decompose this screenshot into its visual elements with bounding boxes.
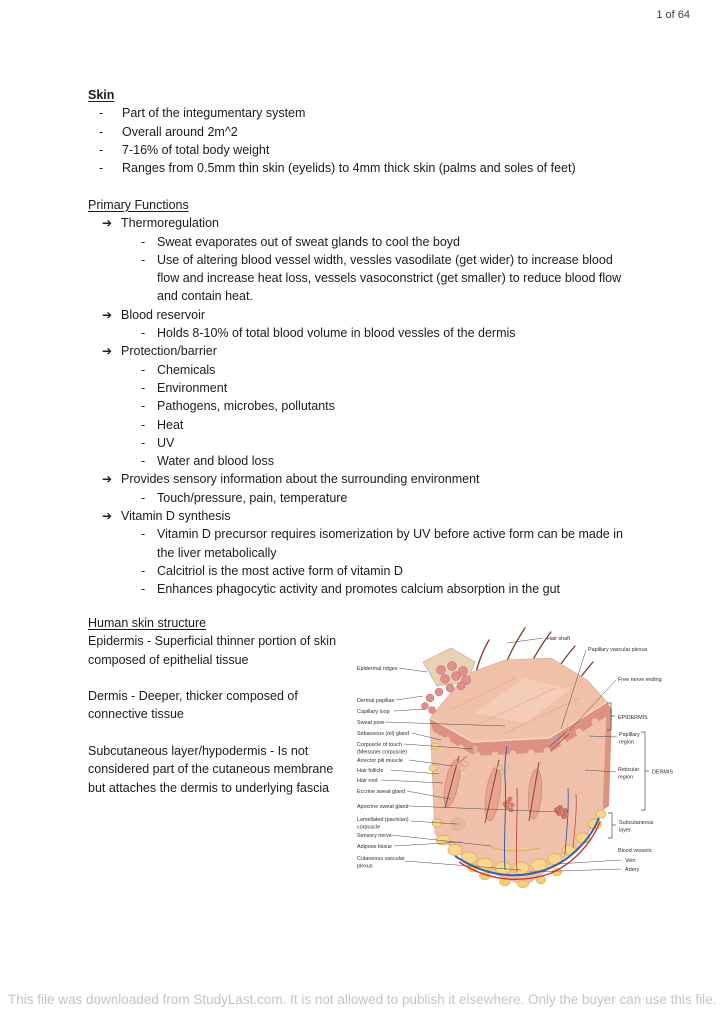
label-meissner-corpuscle: (Meissner corpuscle) xyxy=(357,749,408,756)
list-item xyxy=(88,123,645,141)
function-item xyxy=(88,507,645,525)
label-epidermal-ridges: Epidermal ridges xyxy=(357,666,398,672)
dash-bullet: - xyxy=(141,380,146,395)
dash-bullet: - xyxy=(99,124,104,139)
subitem-text: Enhances phagocytic activity and promotes calcium absorption in the gut xyxy=(157,582,561,597)
subitem-text: Calcitriol is the most active form of vitamin D xyxy=(157,563,403,578)
label-hair-root: Hair root xyxy=(357,778,378,784)
subitem-text: Water and blood loss xyxy=(157,454,274,469)
label-subcutaneous-layer: Subcutaneous xyxy=(619,820,654,826)
function-item xyxy=(88,342,645,360)
label-free-nerve-ending: Free nerve ending xyxy=(618,677,662,683)
paragraph-subcutaneous: Subcutaneous layer/hypodermis - Is not considered part of the cutaneous membrane but attaches the dermis to underlying fascia xyxy=(88,744,334,795)
label-capillary-loop: Capillary loop xyxy=(357,709,390,715)
dash-bullet: - xyxy=(141,435,146,450)
dash-bullet: - xyxy=(141,582,146,597)
section-heading-human-skin-structure: Human skin structure xyxy=(88,616,207,630)
function-subitem xyxy=(88,379,645,397)
dash-bullet: - xyxy=(141,454,146,469)
arrow-bullet: ➔ xyxy=(102,307,113,322)
section-heading-skin: Skin xyxy=(88,88,115,102)
subitem-text: Holds 8-10% of total blood volume in blood vessles of the dermis xyxy=(157,326,516,341)
label-papillary-region-2: region xyxy=(619,739,634,746)
label-corpuscle-of-touch: Corpuscle of touch xyxy=(357,742,402,748)
function-subitem xyxy=(88,580,645,598)
section-heading-primary-functions: Primary Functions xyxy=(88,198,189,212)
function-subitem xyxy=(88,397,645,415)
paragraph-dermis: Dermis - Deeper, thicker composed of connective tissue xyxy=(88,689,298,722)
label-epidermis: EPIDERMIS xyxy=(618,715,648,721)
list-item-text: Part of the integumentary system xyxy=(122,106,306,121)
label-cutaneous-vascular-plexus-2: plexus xyxy=(357,863,373,870)
function-label: Vitamin D synthesis xyxy=(121,509,231,524)
list-item-text: Overall around 2m^2 xyxy=(122,124,238,139)
section-skin xyxy=(88,86,645,177)
label-adipose-tissue: Adipose tissue xyxy=(357,844,393,850)
arrow-bullet: ➔ xyxy=(102,472,113,487)
label-lamellated-corpuscle: Lamellated (pacinian) xyxy=(357,817,409,823)
dash-bullet: - xyxy=(141,417,146,432)
label-hair-follicle: Hair follicle xyxy=(357,768,384,774)
label-apocrine-sweat-gland: Apocrine sweat gland xyxy=(357,804,409,810)
subitem-text: Heat xyxy=(157,417,184,432)
arrow-bullet: ➔ xyxy=(102,344,113,359)
function-subitem xyxy=(88,416,645,434)
label-reticular-region-2: region xyxy=(618,774,633,781)
arrow-bullet: ➔ xyxy=(102,216,113,231)
subitem-text: Vitamin D precursor requires isomerization by UV before active form can be made in the liver metabolically xyxy=(157,527,623,560)
list-item-text: 7-16% of total body weight xyxy=(122,142,270,157)
label-subcutaneous-layer-2: layer xyxy=(619,827,631,834)
dash-bullet: - xyxy=(141,563,146,578)
label-sebaceous-gland: Sebaceous (oil) gland xyxy=(357,731,410,737)
skin-anatomy-diagram xyxy=(355,618,720,910)
page-number: 1 of 64 xyxy=(656,9,690,21)
label-eccrine-sweat-gland: Eccrine sweat gland xyxy=(357,789,406,795)
function-item xyxy=(88,470,645,488)
subitem-text: Environment xyxy=(157,380,228,395)
list-item-text: Ranges from 0.5mm thin skin (eyelids) to 4mm thick skin (palms and soles of feet) xyxy=(122,161,576,176)
function-subitem xyxy=(88,452,645,470)
subitem-text: UV xyxy=(157,435,175,450)
skin-block-illustration xyxy=(422,628,613,888)
function-subitem xyxy=(88,434,645,452)
dash-bullet: - xyxy=(141,234,146,249)
function-subitem xyxy=(88,489,645,507)
label-cutaneous-vascular-plexus: Cutaneous vascular xyxy=(357,856,405,862)
dash-bullet: - xyxy=(99,142,104,157)
label-vein: Vein xyxy=(625,858,636,864)
subitem-text: Chemicals xyxy=(157,362,216,377)
list-item xyxy=(88,159,645,177)
section-primary-functions xyxy=(88,196,645,599)
label-reticular-region: Reticular xyxy=(618,767,640,773)
label-blood-vessels: Blood vessels: xyxy=(618,848,653,854)
subitem-text: Use of altering blood vessel width, vessles vasodilate (get wider) to increase blood flow and increase heat loss, vessels vasoconstrict (get smaller) to reduce blood flow and contain heat. xyxy=(157,252,622,304)
paragraph-epidermis: Epidermis - Superficial thinner portion of skin composed of epithelial tissue xyxy=(88,634,337,667)
function-item xyxy=(88,214,645,232)
label-artery: Artery xyxy=(625,867,640,873)
list-item xyxy=(88,104,645,122)
subitem-text: Touch/pressure, pain, temperature xyxy=(157,490,348,505)
label-arrector-pili-muscle: Arrector pili muscle xyxy=(357,758,403,764)
list-item xyxy=(88,141,645,159)
dash-bullet: - xyxy=(141,490,146,505)
function-item xyxy=(88,306,645,324)
label-hair-shaft: Hair shaft xyxy=(547,636,571,642)
dash-bullet: - xyxy=(141,362,146,377)
label-papillary-vascular-plexus: Papillary vascular plexus xyxy=(588,647,648,653)
function-label: Thermoregulation xyxy=(121,216,219,231)
dash-bullet: - xyxy=(99,161,104,176)
section-human-skin-structure xyxy=(88,614,346,797)
label-lamellated-corpuscle-2: corpuscle xyxy=(357,824,381,831)
arrow-bullet: ➔ xyxy=(102,509,113,524)
subitem-text: Pathogens, microbes, pollutants xyxy=(157,399,335,414)
label-sensory-nerve: Sensory nerve xyxy=(357,833,392,839)
function-subitem xyxy=(88,361,645,379)
label-sweat-pore: Sweat pore xyxy=(357,720,385,726)
dash-bullet: - xyxy=(141,527,146,542)
dash-bullet: - xyxy=(141,399,146,414)
function-subitem xyxy=(88,251,645,306)
dash-bullet: - xyxy=(141,252,146,267)
label-papillary-region: Papillary xyxy=(619,732,640,738)
function-label: Protection/barrier xyxy=(121,344,217,359)
label-dermis: DERMIS xyxy=(652,769,673,776)
subitem-text: Sweat evaporates out of sweat glands to cool the boyd xyxy=(157,234,460,249)
function-subitem xyxy=(88,562,645,580)
dash-bullet: - xyxy=(99,106,104,121)
function-subitem xyxy=(88,324,645,342)
function-subitem xyxy=(88,525,645,562)
label-dermal-papillae: Dermal papillae xyxy=(357,698,395,704)
dash-bullet: - xyxy=(141,326,146,341)
watermark-footer: This file was downloaded from StudyLast.com. It is not allowed to publish it elsewhere. Only the buyer can use this file. xyxy=(8,992,717,1007)
function-label: Blood reservoir xyxy=(121,307,206,322)
function-subitem xyxy=(88,233,645,251)
function-label: Provides sensory information about the surrounding environment xyxy=(121,472,480,487)
